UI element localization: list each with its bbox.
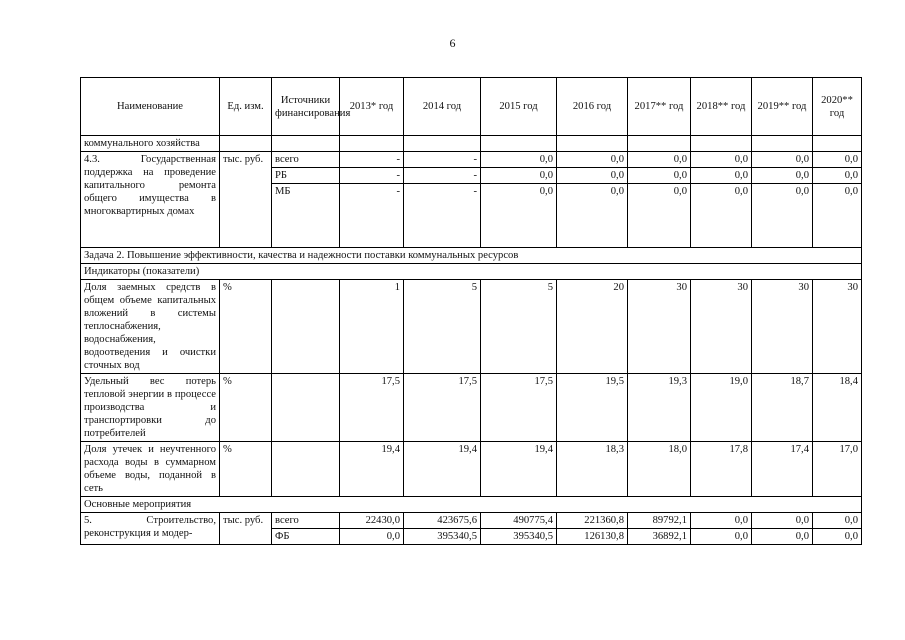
indicator-name: Доля утечек и неучтенного расхода воды в суммарном объеме воды, поданной в сеть: [81, 442, 220, 497]
value-cell: 19,5: [557, 374, 628, 442]
table-row: [81, 442, 862, 497]
value-cell: -: [340, 168, 404, 184]
value-cell: 0,0: [691, 152, 752, 168]
section-5-unit: тыс. руб.: [220, 513, 272, 545]
value-cell: 0,0: [752, 152, 813, 168]
value-cell: -: [404, 168, 481, 184]
value-cell: 423675,6: [404, 513, 481, 529]
header-2014: 2014 год: [404, 78, 481, 136]
value-cell: 18,4: [813, 374, 862, 442]
value-cell: 395340,5: [481, 529, 557, 545]
value-cell: 30: [813, 280, 862, 374]
value-cell: 22430,0: [340, 513, 404, 529]
value-cell: 0,0: [813, 184, 862, 248]
value-cell: 0,0: [752, 184, 813, 248]
section-4-3-unit: тыс. руб.: [220, 152, 272, 248]
source-cell: РБ: [272, 168, 340, 184]
header-name: Наименование: [81, 78, 220, 136]
value-cell: 19,4: [340, 442, 404, 497]
section-5-name: 5. Строительство, реконструкция и модер-: [81, 513, 220, 545]
source-cell: ФБ: [272, 529, 340, 545]
section-4-3-name: 4.3. Государственная поддержка на проведение капитального ремонта общего имущества в многоквартирных домах: [81, 152, 220, 248]
value-cell: 126130,8: [557, 529, 628, 545]
table-row: [81, 513, 862, 529]
value-cell: 17,5: [481, 374, 557, 442]
indicators-title: Индикаторы (показатели): [81, 264, 862, 280]
value-cell: 0,0: [628, 168, 691, 184]
indicator-name: Доля заемных средств в общем объеме капитальных вложений в системы теплоснабжения, водоснабжения, водоотведения и очистки сточных вод: [81, 280, 220, 374]
value-cell: 30: [691, 280, 752, 374]
source-cell: МБ: [272, 184, 340, 248]
table-row: [81, 280, 862, 374]
value-cell: 17,4: [752, 442, 813, 497]
value-cell: 221360,8: [557, 513, 628, 529]
table-row: [81, 152, 862, 168]
value-cell: 0,0: [691, 184, 752, 248]
value-cell: 0,0: [813, 529, 862, 545]
value-cell: -: [340, 152, 404, 168]
source-cell: всего: [272, 152, 340, 168]
value-cell: 0,0: [691, 513, 752, 529]
value-cell: 0,0: [691, 529, 752, 545]
value-cell: 19,4: [481, 442, 557, 497]
header-2020: 2020** год: [813, 78, 862, 136]
table-row: [81, 374, 862, 442]
value-cell: 0,0: [481, 152, 557, 168]
header-row: [81, 78, 862, 136]
value-cell: 30: [628, 280, 691, 374]
value-cell: 17,5: [340, 374, 404, 442]
header-2013: 2013* год: [340, 78, 404, 136]
header-2017: 2017** год: [628, 78, 691, 136]
value-cell: 0,0: [628, 184, 691, 248]
value-cell: 0,0: [340, 529, 404, 545]
value-cell: 19,4: [404, 442, 481, 497]
value-cell: 0,0: [752, 529, 813, 545]
indicators-row: [81, 264, 862, 280]
value-cell: 18,0: [628, 442, 691, 497]
value-cell: 0,0: [813, 513, 862, 529]
value-cell: 0,0: [557, 152, 628, 168]
indicator-unit: %: [220, 374, 272, 442]
value-cell: 19,3: [628, 374, 691, 442]
value-cell: 36892,1: [628, 529, 691, 545]
value-cell: 5: [404, 280, 481, 374]
value-cell: -: [404, 152, 481, 168]
source-cell: всего: [272, 513, 340, 529]
value-cell: 18,3: [557, 442, 628, 497]
events-title: Основные мероприятия: [81, 497, 862, 513]
indicator-unit: %: [220, 442, 272, 497]
value-cell: 0,0: [752, 513, 813, 529]
value-cell: -: [404, 184, 481, 248]
value-cell: 5: [481, 280, 557, 374]
value-cell: 0,0: [813, 168, 862, 184]
value-cell: 0,0: [481, 184, 557, 248]
header-unit: Ед. изм.: [220, 78, 272, 136]
value-cell: 20: [557, 280, 628, 374]
value-cell: 89792,1: [628, 513, 691, 529]
indicator-unit: %: [220, 280, 272, 374]
value-cell: 17,0: [813, 442, 862, 497]
program-table: [80, 77, 862, 545]
task-2-title: Задача 2. Повышение эффективности, качества и надежности поставки коммунальных ресурсов: [81, 248, 862, 264]
continuation-row: [81, 136, 862, 152]
page-number: 6: [449, 36, 456, 50]
value-cell: 0,0: [628, 152, 691, 168]
events-row: [81, 497, 862, 513]
value-cell: 0,0: [557, 184, 628, 248]
value-cell: 1: [340, 280, 404, 374]
continuation-name: коммунального хозяйства: [81, 136, 220, 152]
value-cell: 0,0: [752, 168, 813, 184]
header-source: Источники финансирования: [272, 78, 340, 136]
value-cell: 0,0: [813, 152, 862, 168]
indicator-name: Удельный вес потерь тепловой энергии в процессе производства и транспортировки до потребителей: [81, 374, 220, 442]
header-2015: 2015 год: [481, 78, 557, 136]
header-2018: 2018** год: [691, 78, 752, 136]
task-row: [81, 248, 862, 264]
value-cell: 490775,4: [481, 513, 557, 529]
value-cell: 0,0: [691, 168, 752, 184]
value-cell: 19,0: [691, 374, 752, 442]
value-cell: 0,0: [557, 168, 628, 184]
header-2019: 2019** год: [752, 78, 813, 136]
value-cell: -: [340, 184, 404, 248]
value-cell: 395340,5: [404, 529, 481, 545]
value-cell: 17,8: [691, 442, 752, 497]
value-cell: 30: [752, 280, 813, 374]
header-2016: 2016 год: [557, 78, 628, 136]
value-cell: 17,5: [404, 374, 481, 442]
value-cell: 18,7: [752, 374, 813, 442]
value-cell: 0,0: [481, 168, 557, 184]
